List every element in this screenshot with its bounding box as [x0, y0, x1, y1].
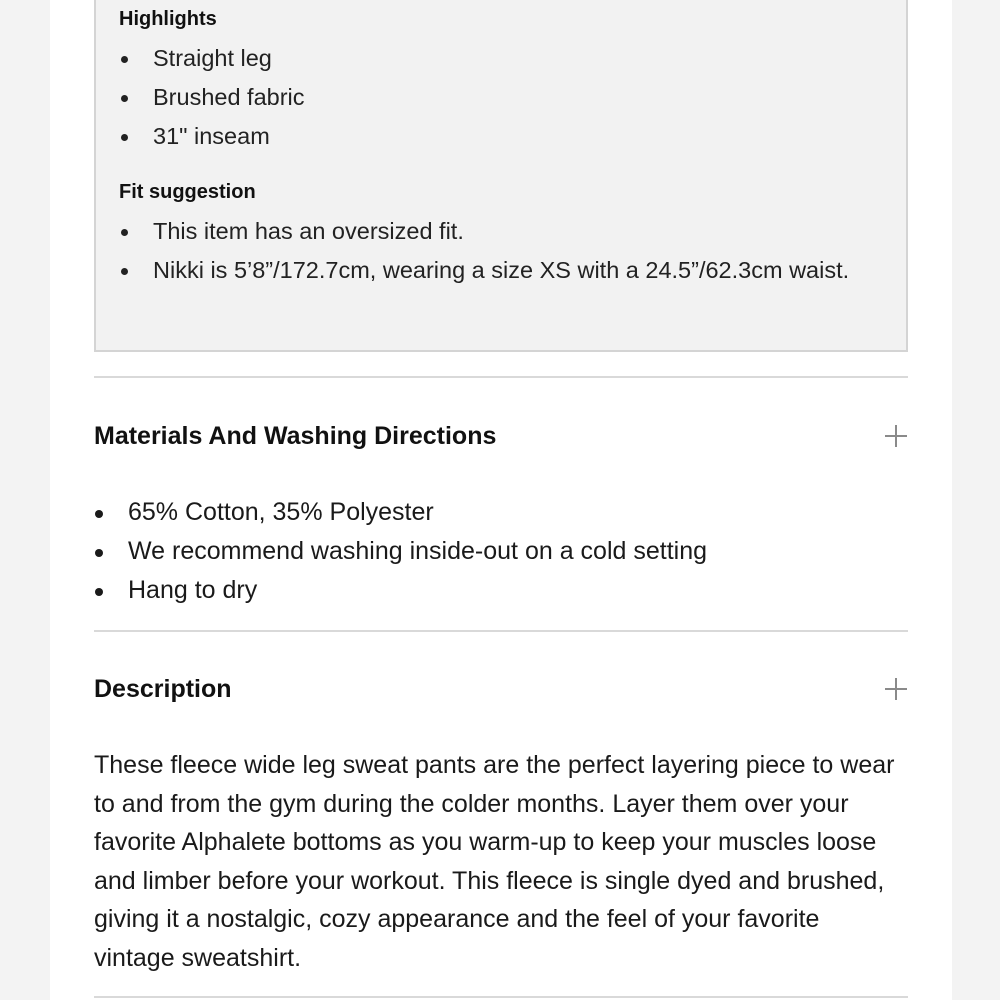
fit-suggestion-list: [96, 212, 873, 290]
highlight-item: Straight leg: [96, 39, 873, 78]
highlight-item: 31" inseam: [96, 117, 873, 156]
divider: [94, 996, 908, 998]
highlights-heading: Highlights: [119, 8, 217, 30]
fit-item: Nikki is 5’8”/172.7cm, wearing a size XS with a 24.5”/62.3cm waist.: [96, 251, 873, 290]
plus-icon[interactable]: [885, 425, 907, 447]
description-text: These fleece wide leg sweat pants are the perfect layering piece to wear to and from the gym during the colder months. Layer them over your favorite Alphalete bottoms as you warm-up to keep your muscles loose and limber before your workout. This fleece is single dyed and brushed, giving it a nostalgic, cozy appearance and the feel of your favorite vintage sweatshirt.: [94, 751, 895, 972]
materials-item: We recommend washing inside-out on a cold setting: [94, 532, 707, 571]
product-details-panel: [50, 0, 952, 1000]
description-title: Description: [94, 675, 232, 703]
fit-suggestion-heading: Fit suggestion: [119, 181, 256, 203]
fit-item: This item has an oversized fit.: [96, 212, 873, 251]
materials-item: 65% Cotton, 35% Polyester: [94, 493, 707, 532]
divider: [94, 630, 908, 632]
plus-icon[interactable]: [885, 678, 907, 700]
fit-and-highlights-box: [94, 0, 908, 352]
highlight-item: Brushed fabric: [96, 78, 873, 117]
divider: [94, 376, 908, 378]
materials-title: Materials And Washing Directions: [94, 422, 497, 450]
materials-list: [94, 493, 707, 610]
materials-item: Hang to dry: [94, 571, 707, 610]
highlights-list: [96, 39, 873, 156]
